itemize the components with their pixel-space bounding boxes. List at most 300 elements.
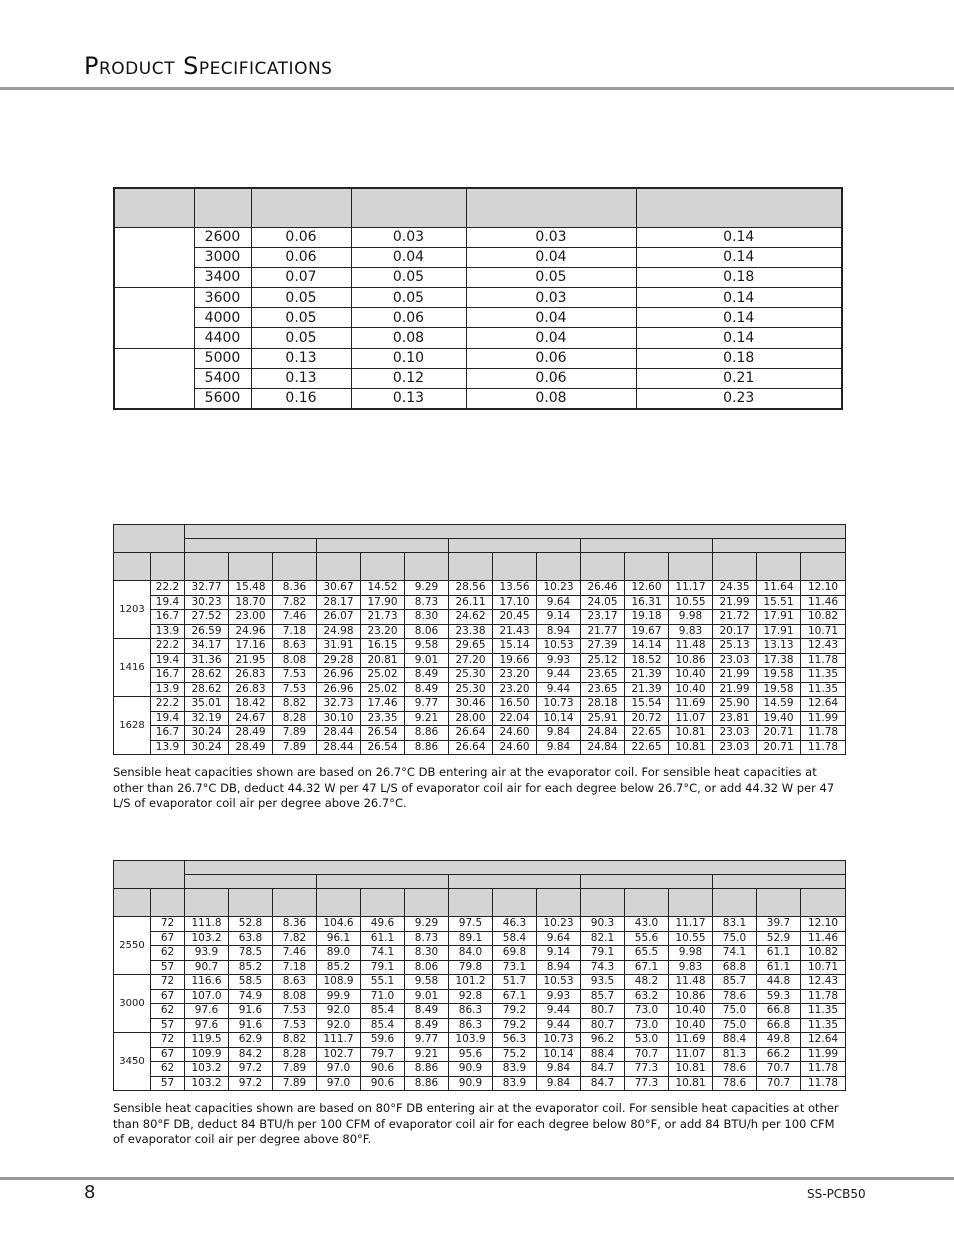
table-cell: 24.96 — [229, 624, 273, 639]
table-cell: 0.21 — [636, 368, 842, 388]
header-cell — [449, 875, 581, 889]
header-cell — [449, 539, 581, 553]
table-cell: 10.82 — [801, 946, 846, 961]
table-cell: 70.7 — [625, 1047, 669, 1062]
table-cell: 46.3 — [493, 917, 537, 932]
table-cell: 0.07 — [251, 267, 351, 287]
table-cell: 14.52 — [361, 581, 405, 596]
table-cell: 28.18 — [581, 697, 625, 712]
table-cell: 0.06 — [251, 227, 351, 247]
table-cell: 26.54 — [361, 726, 405, 741]
table-cell: 9.84 — [537, 1062, 581, 1077]
table-cell: 86.3 — [449, 1004, 493, 1019]
table-cell: 88.4 — [581, 1047, 625, 1062]
table-cell: 34.17 — [185, 639, 229, 654]
table-cell: 9.14 — [537, 610, 581, 625]
table-cell: 11.17 — [669, 917, 713, 932]
header-cell — [581, 889, 625, 917]
table-cell: 15.51 — [757, 595, 801, 610]
table-cell: 13.13 — [757, 639, 801, 654]
table-row — [114, 227, 842, 247]
table-cell: 70.7 — [757, 1076, 801, 1091]
table-row — [114, 247, 842, 267]
table-cell: 25.30 — [449, 682, 493, 697]
table-row — [114, 917, 846, 932]
table-cell: 0.14 — [636, 288, 842, 308]
table-row — [114, 1033, 846, 1048]
table-cell: 3400 — [194, 267, 251, 287]
table-cell: 0.04 — [466, 328, 636, 348]
header-cell — [801, 889, 846, 917]
table-cell: 58.5 — [229, 975, 273, 990]
table-header-row — [114, 553, 846, 581]
table-cell: 8.86 — [405, 740, 449, 755]
table-cell: 8.82 — [273, 697, 317, 712]
table-row — [114, 668, 846, 683]
table-cell: 24.84 — [581, 740, 625, 755]
table-cell: 19.4 — [151, 653, 185, 668]
table-cell: 57 — [151, 1076, 185, 1091]
table-row — [114, 931, 846, 946]
table-cell: 10.55 — [669, 595, 713, 610]
table-cell: 12.64 — [801, 697, 846, 712]
header-cell — [114, 553, 151, 581]
table-cell: 95.6 — [449, 1047, 493, 1062]
table-cell: 8.94 — [537, 624, 581, 639]
table-cell: 9.44 — [537, 682, 581, 697]
table-cell: 31.36 — [185, 653, 229, 668]
table-cell: 8.08 — [273, 653, 317, 668]
table-cell: 27.39 — [581, 639, 625, 654]
table-cell: 8.28 — [273, 711, 317, 726]
table-cell: 74.3 — [581, 960, 625, 975]
header-cell — [625, 889, 669, 917]
table-cell: 30.24 — [185, 726, 229, 741]
table-cell: 75.0 — [713, 1004, 757, 1019]
header-cell — [351, 188, 466, 227]
table-cell: 9.14 — [537, 946, 581, 961]
table-cell: 2600 — [194, 227, 251, 247]
table-cell: 84.2 — [229, 1047, 273, 1062]
table-cell: 26.54 — [361, 740, 405, 755]
table-cell: 15.54 — [625, 697, 669, 712]
header-cell — [757, 553, 801, 581]
group-label-cell — [114, 288, 194, 349]
table-cell: 7.53 — [273, 1004, 317, 1019]
table-cell: 25.30 — [449, 668, 493, 683]
table-cell: 7.89 — [273, 726, 317, 741]
table-cell: 7.18 — [273, 960, 317, 975]
table-cell: 23.03 — [713, 740, 757, 755]
table-cell: 23.17 — [581, 610, 625, 625]
table-cell: 9.77 — [405, 697, 449, 712]
table-cell: 28.17 — [317, 595, 361, 610]
header-cell — [449, 889, 493, 917]
table-cell: 8.63 — [273, 639, 317, 654]
table-cell: 10.40 — [669, 668, 713, 683]
table-cell: 9.44 — [537, 1004, 581, 1019]
table-cell: 39.7 — [757, 917, 801, 932]
table-cell: 19.58 — [757, 682, 801, 697]
table-cell: 19.58 — [757, 668, 801, 683]
table-cell: 66.2 — [757, 1047, 801, 1062]
table-cell: 10.23 — [537, 581, 581, 596]
table-cell: 11.99 — [801, 1047, 846, 1062]
table-cell: 74.9 — [229, 989, 273, 1004]
table-cell: 8.86 — [405, 726, 449, 741]
table-cell: 0.18 — [636, 348, 842, 368]
table-cell: 0.06 — [466, 348, 636, 368]
table-row — [114, 989, 846, 1004]
header-cell — [185, 539, 317, 553]
table-cell: 12.43 — [801, 639, 846, 654]
header-cell — [317, 553, 361, 581]
header-cell — [361, 553, 405, 581]
pressure-drop-table — [113, 187, 843, 410]
header-cell — [185, 889, 229, 917]
table-cell: 22.2 — [151, 581, 185, 596]
table-cell: 78.6 — [713, 1076, 757, 1091]
table-cell: 8.86 — [405, 1062, 449, 1077]
table-cell: 32.19 — [185, 711, 229, 726]
table-cell: 10.14 — [537, 711, 581, 726]
table-cell: 28.49 — [229, 740, 273, 755]
table-cell: 90.7 — [185, 960, 229, 975]
table-cell: 73.0 — [625, 1004, 669, 1019]
table-cell: 3600 — [194, 288, 251, 308]
table-cell: 0.14 — [636, 247, 842, 267]
table-cell: 65.5 — [625, 946, 669, 961]
table-cell: 63.2 — [625, 989, 669, 1004]
table-row — [114, 1047, 846, 1062]
table-cell: 18.70 — [229, 595, 273, 610]
table-header-row — [114, 539, 846, 553]
table-cell: 82.1 — [581, 931, 625, 946]
table-cell: 19.4 — [151, 595, 185, 610]
table-cell: 79.2 — [493, 1004, 537, 1019]
table-row — [114, 581, 846, 596]
header-cell — [114, 861, 185, 889]
capacity-table-imperial-body — [114, 861, 846, 1091]
table-cell: 30.46 — [449, 697, 493, 712]
table-cell: 35.01 — [185, 697, 229, 712]
table-cell: 0.03 — [466, 227, 636, 247]
table-cell: 8.63 — [273, 975, 317, 990]
table-cell: 97.2 — [229, 1062, 273, 1077]
table-cell: 21.99 — [713, 668, 757, 683]
table-cell: 7.89 — [273, 1062, 317, 1077]
table-cell: 30.67 — [317, 581, 361, 596]
table-cell: 4000 — [194, 308, 251, 328]
table-cell: 103.2 — [185, 1062, 229, 1077]
table-cell: 23.65 — [581, 668, 625, 683]
table-cell: 7.89 — [273, 740, 317, 755]
header-cell — [114, 188, 194, 227]
table-cell: 10.82 — [801, 610, 846, 625]
table-cell: 32.77 — [185, 581, 229, 596]
table-cell: 9.93 — [537, 989, 581, 1004]
table-cell: 75.0 — [713, 1018, 757, 1033]
table-cell: 11.17 — [669, 581, 713, 596]
table-cell: 109.9 — [185, 1047, 229, 1062]
table-cell: 96.2 — [581, 1033, 625, 1048]
table-cell: 62 — [151, 1062, 185, 1077]
table-cell: 23.03 — [713, 726, 757, 741]
table-cell: 84.7 — [581, 1062, 625, 1077]
table-cell: 0.14 — [636, 328, 842, 348]
header-cell — [581, 539, 713, 553]
table-cell: 24.05 — [581, 595, 625, 610]
table-cell: 21.72 — [713, 610, 757, 625]
table-cell: 58.4 — [493, 931, 537, 946]
table-cell: 19.4 — [151, 711, 185, 726]
table-cell: 9.01 — [405, 989, 449, 1004]
header-cell — [251, 188, 351, 227]
table-cell: 7.53 — [273, 682, 317, 697]
table-cell: 111.8 — [185, 917, 229, 932]
table-cell: 77.3 — [625, 1062, 669, 1077]
header-cell — [185, 875, 317, 889]
table-cell: 26.96 — [317, 682, 361, 697]
table-cell: 11.07 — [669, 711, 713, 726]
table-cell: 10.81 — [669, 1062, 713, 1077]
table-cell: 26.11 — [449, 595, 493, 610]
table-cell: 0.08 — [351, 328, 466, 348]
table-cell: 61.1 — [361, 931, 405, 946]
table-cell: 55.6 — [625, 931, 669, 946]
metric-table-note: Sensible heat capacities shown are based on 26.7°C DB entering air at the evaporator coil. For sensible heat capacities at other than 26.7°C DB, deduct 44.32 W per 47 L/S of evaporator coil air for each degree below 26.7°C, or add 44.32 W per 47 L/S of evaporator coil air per degree above 26.7°C. — [113, 765, 835, 810]
table-cell: 8.49 — [405, 668, 449, 683]
table-cell: 61.1 — [757, 960, 801, 975]
table-cell: 10.81 — [669, 740, 713, 755]
table-cell: 49.8 — [757, 1033, 801, 1048]
table-cell: 52.8 — [229, 917, 273, 932]
table-cell: 11.69 — [669, 697, 713, 712]
table-cell: 17.90 — [361, 595, 405, 610]
table-cell: 67 — [151, 931, 185, 946]
table-cell: 17.10 — [493, 595, 537, 610]
table-cell: 9.21 — [405, 1047, 449, 1062]
table-cell: 44.8 — [757, 975, 801, 990]
table-cell: 21.73 — [361, 610, 405, 625]
table-cell: 24.60 — [493, 726, 537, 741]
table-cell: 85.2 — [229, 960, 273, 975]
table-cell: 108.9 — [317, 975, 361, 990]
table-cell: 18.42 — [229, 697, 273, 712]
table-cell: 8.06 — [405, 960, 449, 975]
table-cell: 0.04 — [466, 308, 636, 328]
header-cell — [361, 889, 405, 917]
table-cell: 24.35 — [713, 581, 757, 596]
table-cell: 26.83 — [229, 682, 273, 697]
table-cell: 11.48 — [669, 975, 713, 990]
table-cell: 73.1 — [493, 960, 537, 975]
capacity-table-metric-body — [114, 525, 846, 755]
table-cell: 26.59 — [185, 624, 229, 639]
table-cell: 97.0 — [317, 1062, 361, 1077]
document-id: SS-PCB50 — [807, 1187, 866, 1201]
table-cell: 23.38 — [449, 624, 493, 639]
table-cell: 0.16 — [251, 389, 351, 409]
table-cell: 79.1 — [581, 946, 625, 961]
table-cell: 80.7 — [581, 1018, 625, 1033]
table-cell: 80.7 — [581, 1004, 625, 1019]
table-cell: 16.7 — [151, 726, 185, 741]
table-cell: 8.28 — [273, 1047, 317, 1062]
table-cell: 23.35 — [361, 711, 405, 726]
table-cell: 57 — [151, 960, 185, 975]
table-cell: 0.05 — [351, 267, 466, 287]
table-cell: 5000 — [194, 348, 251, 368]
table-cell: 85.4 — [361, 1004, 405, 1019]
table-cell: 53.0 — [625, 1033, 669, 1048]
table-cell: 0.13 — [351, 389, 466, 409]
capacity-table-metric — [113, 524, 846, 755]
table-cell: 0.06 — [466, 368, 636, 388]
table-cell: 84.7 — [581, 1076, 625, 1091]
table-header-row — [114, 861, 846, 875]
table-cell: 68.8 — [713, 960, 757, 975]
table-cell: 16.7 — [151, 668, 185, 683]
table-cell: 9.98 — [669, 946, 713, 961]
table-cell: 61.1 — [757, 946, 801, 961]
header-cell — [449, 553, 493, 581]
table-cell: 0.12 — [351, 368, 466, 388]
table-cell: 7.82 — [273, 595, 317, 610]
table-cell: 22.2 — [151, 697, 185, 712]
table-cell: 24.60 — [493, 740, 537, 755]
table-cell: 17.46 — [361, 697, 405, 712]
table-cell: 85.2 — [317, 960, 361, 975]
table-cell: 15.14 — [493, 639, 537, 654]
table-cell: 71.0 — [361, 989, 405, 1004]
table-cell: 3000 — [194, 247, 251, 267]
table-cell: 8.30 — [405, 946, 449, 961]
table-cell: 96.1 — [317, 931, 361, 946]
table-cell: 30.10 — [317, 711, 361, 726]
header-cell — [669, 553, 713, 581]
header-cell — [713, 553, 757, 581]
table-header-row — [114, 525, 846, 539]
table-cell: 11.99 — [801, 711, 846, 726]
table-cell: 10.71 — [801, 960, 846, 975]
table-cell: 27.52 — [185, 610, 229, 625]
group-label-cell: 1416 — [114, 639, 151, 697]
table-cell: 85.4 — [361, 1018, 405, 1033]
table-cell: 26.96 — [317, 668, 361, 683]
table-cell: 19.67 — [625, 624, 669, 639]
header-cell — [317, 889, 361, 917]
table-cell: 78.5 — [229, 946, 273, 961]
table-row — [114, 946, 846, 961]
header-cell — [669, 889, 713, 917]
table-cell: 28.00 — [449, 711, 493, 726]
table-cell: 81.3 — [713, 1047, 757, 1062]
table-header-row — [114, 188, 842, 227]
table-cell: 11.48 — [669, 639, 713, 654]
table-cell: 0.13 — [251, 348, 351, 368]
table-cell: 7.46 — [273, 610, 317, 625]
table-cell: 23.20 — [493, 682, 537, 697]
table-cell: 19.66 — [493, 653, 537, 668]
header-cell — [713, 539, 846, 553]
table-cell: 17.38 — [757, 653, 801, 668]
table-cell: 12.64 — [801, 1033, 846, 1048]
table-row — [114, 711, 846, 726]
table-cell: 17.16 — [229, 639, 273, 654]
table-cell: 20.45 — [493, 610, 537, 625]
header-cell — [273, 553, 317, 581]
header-cell — [405, 553, 449, 581]
table-cell: 0.04 — [351, 247, 466, 267]
table-cell: 8.82 — [273, 1033, 317, 1048]
page-number: 8 — [84, 1182, 96, 1203]
table-cell: 10.40 — [669, 1018, 713, 1033]
table-cell: 90.3 — [581, 917, 625, 932]
table-cell: 88.4 — [713, 1033, 757, 1048]
table-cell: 20.81 — [361, 653, 405, 668]
table-cell: 67.1 — [493, 989, 537, 1004]
table-cell: 11.78 — [801, 1062, 846, 1077]
table-cell: 93.9 — [185, 946, 229, 961]
table-cell: 23.20 — [493, 668, 537, 683]
header-rule — [0, 87, 954, 90]
table-row — [114, 328, 842, 348]
table-cell: 89.0 — [317, 946, 361, 961]
table-cell: 104.6 — [317, 917, 361, 932]
table-cell: 9.98 — [669, 610, 713, 625]
table-cell: 11.78 — [801, 726, 846, 741]
header-cell — [625, 553, 669, 581]
group-label-cell: 1628 — [114, 697, 151, 755]
header-cell — [273, 889, 317, 917]
table-cell: 10.73 — [537, 1033, 581, 1048]
table-cell: 48.2 — [625, 975, 669, 990]
table-cell: 19.40 — [757, 711, 801, 726]
table-cell: 8.49 — [405, 1018, 449, 1033]
table-cell: 9.58 — [405, 639, 449, 654]
table-cell: 8.30 — [405, 610, 449, 625]
table-row — [114, 697, 846, 712]
table-cell: 12.60 — [625, 581, 669, 596]
table-cell: 111.7 — [317, 1033, 361, 1048]
table-cell: 11.78 — [801, 1076, 846, 1091]
table-row — [114, 682, 846, 697]
table-cell: 69.8 — [493, 946, 537, 961]
table-row — [114, 653, 846, 668]
table-cell: 9.44 — [537, 668, 581, 683]
table-cell: 21.99 — [713, 682, 757, 697]
header-cell — [185, 525, 846, 539]
table-cell: 0.18 — [636, 267, 842, 287]
header-cell — [757, 889, 801, 917]
table-cell: 5400 — [194, 368, 251, 388]
imperial-table-note: Sensible heat capacities shown are based on 80°F DB entering air at the evaporator coil. For sensible heat capacities at other than 80°F DB, deduct 84 BTU/h per 100 CFM of evaporator coil air for each degree below 80°F, or add 84 BTU/h per 100 CFM of evaporator coil air per degree above 80°F. — [113, 1101, 839, 1146]
table-cell: 91.6 — [229, 1004, 273, 1019]
table-cell: 67 — [151, 989, 185, 1004]
table-cell: 9.84 — [537, 740, 581, 755]
group-label-cell — [114, 227, 194, 288]
table-cell: 62 — [151, 1004, 185, 1019]
table-cell: 26.46 — [581, 581, 625, 596]
table-cell: 93.5 — [581, 975, 625, 990]
table-cell: 11.78 — [801, 653, 846, 668]
table-cell: 9.44 — [537, 1018, 581, 1033]
table-cell: 83.9 — [493, 1062, 537, 1077]
table-cell: 16.31 — [625, 595, 669, 610]
table-cell: 75.2 — [493, 1047, 537, 1062]
table-cell: 9.01 — [405, 653, 449, 668]
